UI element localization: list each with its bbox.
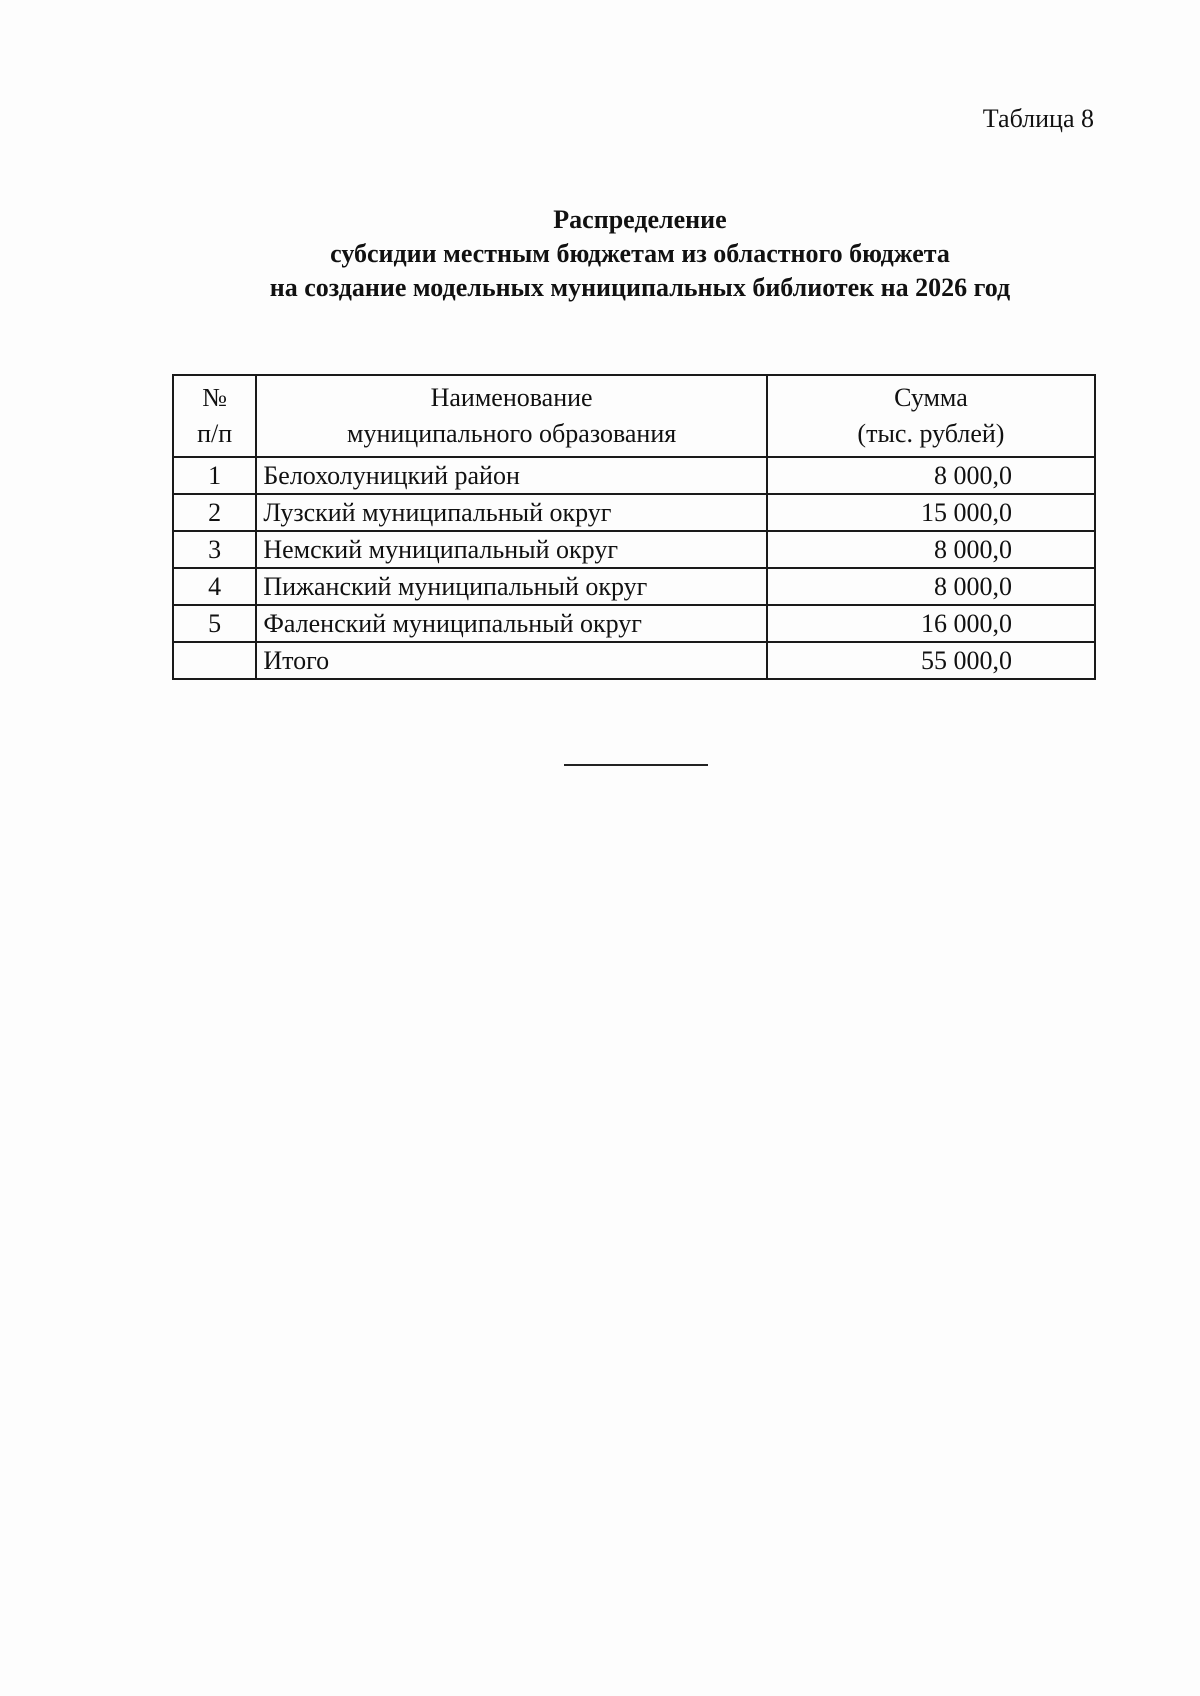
title-line-2: субсидии местным бюджетам из областного бюджета xyxy=(330,239,950,268)
table-header-row xyxy=(173,375,1095,457)
header-name-line-1: Наименование xyxy=(430,383,593,412)
row-sum: 8 000,0 xyxy=(767,457,1095,494)
table-row xyxy=(173,568,1095,605)
row-name: Белохолуницкий район xyxy=(256,457,767,494)
table-body xyxy=(173,457,1095,679)
row-sum: 16 000,0 xyxy=(767,605,1095,642)
total-sum: 55 000,0 xyxy=(767,642,1095,679)
total-number xyxy=(173,642,256,679)
table-total-row xyxy=(173,642,1095,679)
header-name xyxy=(256,375,767,457)
total-label: Итого xyxy=(256,642,767,679)
header-number xyxy=(173,375,256,457)
row-number: 5 xyxy=(173,605,256,642)
row-number: 2 xyxy=(173,494,256,531)
table-row xyxy=(173,531,1095,568)
header-sum-line-2: (тыс. рублей) xyxy=(857,419,1005,448)
row-name: Немский муниципальный округ xyxy=(256,531,767,568)
title-line-3: на создание модельных муниципальных библиотек на 2026 год xyxy=(269,273,1011,302)
table-row xyxy=(173,494,1095,531)
row-sum: 15 000,0 xyxy=(767,494,1095,531)
header-sum-line-1: Сумма xyxy=(894,383,968,412)
row-number: 1 xyxy=(173,457,256,494)
row-sum: 8 000,0 xyxy=(767,568,1095,605)
subsidy-distribution-table xyxy=(172,374,1096,680)
title-line-1: Распределение xyxy=(553,205,727,234)
table-row xyxy=(173,457,1095,494)
row-number: 4 xyxy=(173,568,256,605)
table-number-label: Таблица 8 xyxy=(982,104,1094,133)
header-number-line-2: п/п xyxy=(197,419,233,448)
table-row xyxy=(173,605,1095,642)
row-sum: 8 000,0 xyxy=(767,531,1095,568)
end-of-document-rule xyxy=(564,764,708,766)
row-name: Лузский муниципальный округ xyxy=(256,494,767,531)
row-name: Фаленский муниципальный округ xyxy=(256,605,767,642)
row-name: Пижанский муниципальный округ xyxy=(256,568,767,605)
document-title xyxy=(0,203,1200,305)
header-number-line-1: № xyxy=(202,383,228,412)
table-header xyxy=(173,375,1095,457)
header-sum xyxy=(767,375,1095,457)
header-name-line-2: муниципального образования xyxy=(347,419,677,448)
row-number: 3 xyxy=(173,531,256,568)
